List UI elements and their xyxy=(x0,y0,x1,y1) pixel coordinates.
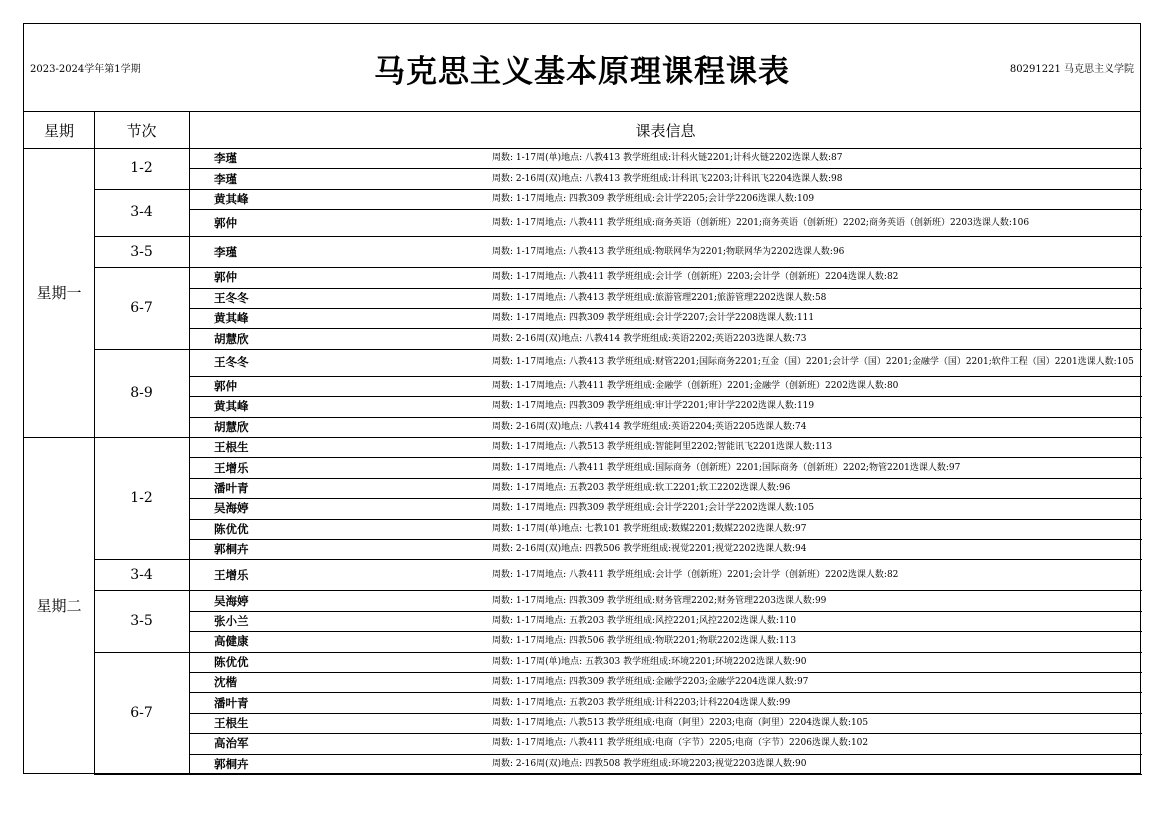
teacher-name: 陈优优 xyxy=(214,654,249,669)
course-info: 周数: 1-17周地点: 八教413 教学班组成:财管2201;国际商务2201;互金（国）2201;会计学（国）2201;金融学（国）2201;软件工程（国）2201选课人数:105 xyxy=(492,357,1134,368)
department-label: 80291221 马克思主义学院 xyxy=(1009,64,1134,75)
teacher-name: 李瑾 xyxy=(214,244,237,259)
period-cell: 1-2 xyxy=(130,160,153,177)
course-info: 周数: 1-17周地点: 四教309 教学班组成:审计学2201;审计学2202选课人数:119 xyxy=(492,401,815,412)
timetable-sheet xyxy=(23,23,1141,774)
grid-line-vertical xyxy=(94,112,95,774)
teacher-name: 郭仲 xyxy=(214,378,237,393)
period-cell: 8-9 xyxy=(130,384,153,401)
teacher-name: 黄其峰 xyxy=(214,399,249,414)
course-info: 周数: 1-17周地点: 八教411 教学班组成:会计学（创新班）2201;会计学（创新班）2202选课人数:82 xyxy=(492,569,899,580)
period-cell: 3-5 xyxy=(130,612,153,629)
term-label: 2023-2024学年第1学期 xyxy=(30,64,141,75)
course-info: 周数: 1-17周地点: 八教411 教学班组成:商务英语（创新班）2201;商务英语（创新班）2202;商务英语（创新班）2203选课人数:106 xyxy=(492,217,1030,228)
teacher-name: 王根生 xyxy=(214,715,249,730)
teacher-name: 郭仲 xyxy=(214,270,237,285)
course-info: 周数: 1-17周地点: 四教309 教学班组成:金融学2203;金融学2204选课人数:97 xyxy=(492,677,809,688)
grid-line-horizontal xyxy=(94,774,189,775)
teacher-name: 王增乐 xyxy=(214,567,249,582)
schedule-table xyxy=(24,112,1140,775)
course-info: 周数: 2-16周(双)地点: 四教506 教学班组成:视觉2201;视觉2202选课人数:94 xyxy=(492,544,807,555)
teacher-name: 沈楷 xyxy=(214,675,237,690)
course-info: 周数: 1-17周地点: 八教411 教学班组成:电商（字节）2205;电商（字节）2206选课人数:102 xyxy=(492,738,869,749)
course-info: 周数: 1-17周地点: 四教309 教学班组成:财务管理2202;财务管理2203选课人数:99 xyxy=(492,595,827,606)
teacher-name: 高健康 xyxy=(214,634,249,649)
course-info: 周数: 2-16周(双)地点: 八教414 教学班组成:英语2202;英语2203选课人数:73 xyxy=(492,333,807,344)
teacher-name: 王冬冬 xyxy=(214,355,249,370)
course-info: 周数: 1-17周(单)地点: 七教101 教学班组成:数媒2201;数媒2202选课人数:97 xyxy=(492,523,807,534)
course-info: 周数: 2-16周(双)地点: 八教414 教学班组成:英语2204;英语2205选课人数:74 xyxy=(492,421,807,432)
course-info: 周数: 1-17周地点: 四教309 教学班组成:会计学2205;会计学2206选课人数:109 xyxy=(492,193,815,204)
period-cell: 3-4 xyxy=(130,566,153,583)
course-info: 周数: 1-17周地点: 八教413 教学班组成:旅游管理2201;旅游管理2202选课人数:58 xyxy=(492,292,827,303)
grid-line-horizontal xyxy=(189,774,1142,775)
teacher-name: 高治军 xyxy=(214,736,249,751)
teacher-name: 潘叶青 xyxy=(214,695,249,710)
teacher-name: 王冬冬 xyxy=(214,290,249,305)
teacher-name: 张小兰 xyxy=(214,613,249,628)
teacher-name: 李瑾 xyxy=(214,171,237,186)
course-info: 周数: 1-17周(单)地点: 五教303 教学班组成:环境2201;环境2202选课人数:90 xyxy=(492,656,807,667)
course-info: 周数: 1-17周(单)地点: 八教413 教学班组成:计科火链2201;计科火链2202选课人数:87 xyxy=(492,153,843,164)
teacher-name: 吴海婷 xyxy=(214,501,249,516)
period-cell: 6-7 xyxy=(130,704,153,721)
period-cell: 6-7 xyxy=(130,299,153,316)
course-info: 周数: 1-17周地点: 四教309 教学班组成:会计学2201;会计学2202选课人数:105 xyxy=(492,503,815,514)
course-info: 周数: 1-17周地点: 五教203 教学班组成:计科2203;计科2204选课人数:99 xyxy=(492,697,791,708)
teacher-name: 胡慧欣 xyxy=(214,419,249,434)
page-title: 马克思主义基本原理课程课表 xyxy=(374,54,790,90)
course-info: 周数: 1-17周地点: 八教513 教学班组成:电商（阿里）2203;电商（阿里）2204选课人数:105 xyxy=(492,717,869,728)
weekday-cell: 星期二 xyxy=(36,597,82,615)
weekday-cell: 星期一 xyxy=(36,284,82,302)
teacher-name: 郭桐卉 xyxy=(214,756,249,771)
sheet-header xyxy=(24,24,1140,112)
course-info: 周数: 1-17周地点: 八教413 教学班组成:物联网华为2201;物联网华为2202选课人数:96 xyxy=(492,246,845,257)
course-info: 周数: 1-17周地点: 五教203 教学班组成:风控2201;风控2202选课人数:110 xyxy=(492,615,797,626)
course-info: 周数: 1-17周地点: 四教309 教学班组成:会计学2207;会计学2208选课人数:111 xyxy=(492,313,815,324)
teacher-name: 胡慧欣 xyxy=(214,331,249,346)
course-info: 周数: 1-17周地点: 八教411 教学班组成:金融学（创新班）2201;金融学（创新班）2202选课人数:80 xyxy=(492,380,899,391)
column-header-day: 星期 xyxy=(43,121,74,140)
grid-line-vertical xyxy=(189,112,190,774)
teacher-name: 王增乐 xyxy=(214,460,249,475)
course-info: 周数: 1-17周地点: 五教203 教学班组成:软工2201;软工2202选课人数:96 xyxy=(492,482,791,493)
teacher-name: 陈优优 xyxy=(214,521,249,536)
teacher-name: 黄其峰 xyxy=(214,191,249,206)
teacher-name: 黄其峰 xyxy=(214,311,249,326)
course-info: 周数: 2-16周(双)地点: 四教508 教学班组成:环境2203;视觉2203选课人数:90 xyxy=(492,758,807,769)
period-cell: 3-4 xyxy=(130,204,153,221)
column-header-info: 课表信息 xyxy=(635,121,696,140)
course-info: 周数: 1-17周地点: 八教411 教学班组成:会计学（创新班）2203;会计学（创新班）2204选课人数:82 xyxy=(492,272,899,283)
course-info: 周数: 1-17周地点: 四教506 教学班组成:物联2201;物联2202选课人数:113 xyxy=(492,636,797,647)
teacher-name: 吴海婷 xyxy=(214,593,249,608)
course-info: 周数: 1-17周地点: 八教513 教学班组成:智能阿里2202;智能讯飞2201选课人数:113 xyxy=(492,442,833,453)
period-cell: 1-2 xyxy=(130,490,153,507)
course-info: 周数: 2-16周(双)地点: 八教413 教学班组成:计科讯飞2203;计科讯飞2204选课人数:98 xyxy=(492,173,843,184)
column-header-slot: 节次 xyxy=(126,121,157,140)
teacher-name: 郭仲 xyxy=(214,215,237,230)
teacher-name: 李瑾 xyxy=(214,151,237,166)
teacher-name: 王根生 xyxy=(214,440,249,455)
period-cell: 3-5 xyxy=(130,243,153,260)
course-info: 周数: 1-17周地点: 八教411 教学班组成:国际商务（创新班）2201;国际商务（创新班）2202;物管2201选课人数:97 xyxy=(492,462,961,473)
teacher-name: 郭桐卉 xyxy=(214,542,249,557)
teacher-name: 潘叶青 xyxy=(214,480,249,495)
